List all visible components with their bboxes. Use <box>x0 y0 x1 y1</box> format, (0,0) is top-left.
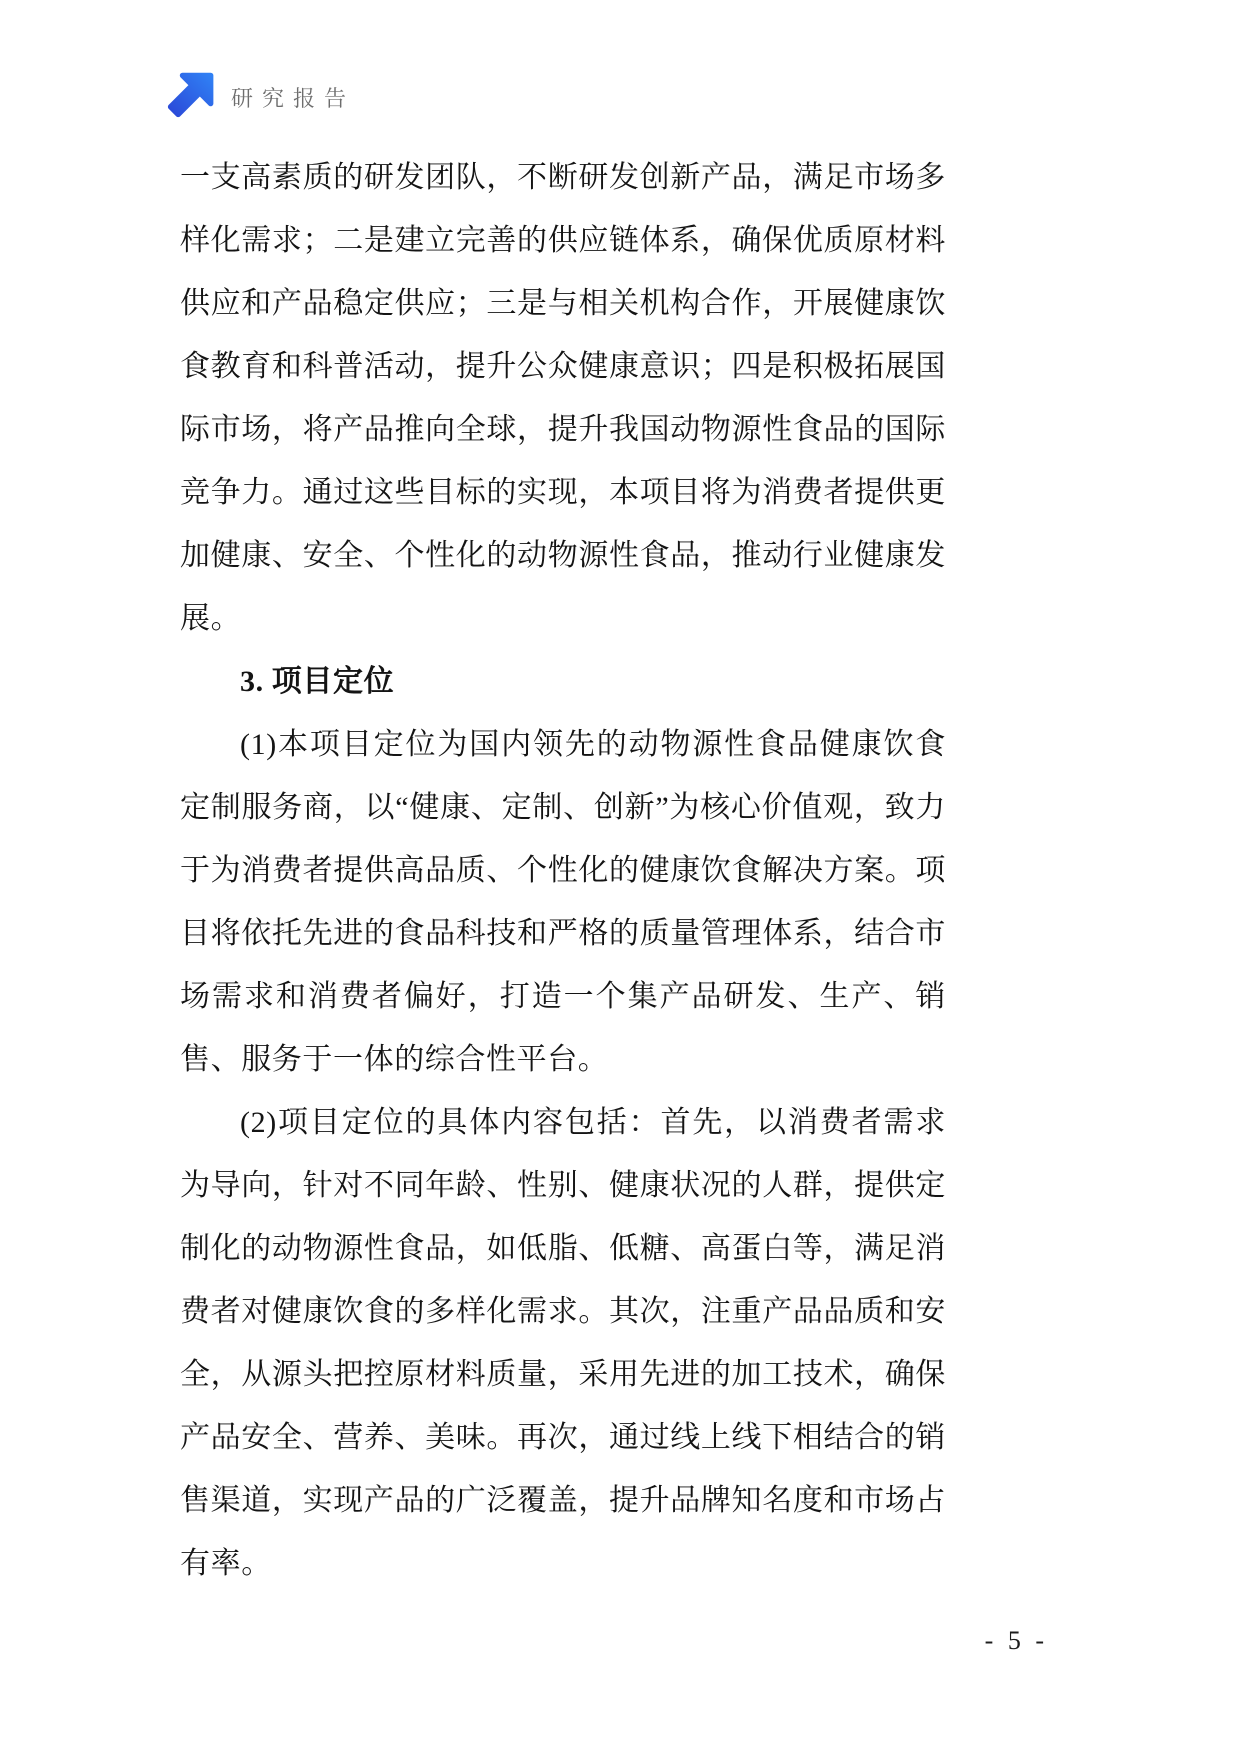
arrow-up-right-icon <box>163 70 215 122</box>
paragraph-continuation: 一支高素质的研发团队，不断研发创新产品，满足市场多样化需求；二是建立完善的供应链体系，确保优质原材料供应和产品稳定供应；三是与相关机构合作，开展健康饮食教育和科普活动，提升公众健康意识；四是积极拓展国际市场，将产品推向全球，提升我国动物源性食品的国际竞争力。通过这些目标的实现，本项目将为消费者提供更加健康、安全、个性化的动物源性食品，推动行业健康发展。 <box>180 161 946 635</box>
report-header-label: 研究报告 <box>231 86 356 111</box>
report-header <box>163 70 355 122</box>
paragraph-positioning-2: (2)项目定位的具体内容包括：首先，以消费者需求为导向，针对不同年龄、性别、健康状况的人群，提供定制化的动物源性食品，如低脂、低糖、高蛋白等，满足消费者对健康饮食的多样化需求。其次，注重产品品质和安全，从源头把控原材料质量，采用先进的加工技术，确保产品安全、营养、美味。再次，通过线上线下相结合的销售渠道，实现产品的广泛覆盖，提升品牌知名度和市场占有率。 <box>180 1106 946 1580</box>
document-body <box>180 146 946 1595</box>
page-number: - 5 - <box>984 1626 1048 1655</box>
section-heading-project-positioning: 3. 项目定位 <box>240 665 395 698</box>
paragraph-positioning-1: (1)本项目定位为国内领先的动物源性食品健康饮食定制服务商，以“健康、定制、创新”为核心价值观，致力于为消费者提供高品质、个性化的健康饮食解决方案。项目将依托先进的食品科技和严格的质量管理体系，结合市场需求和消费者偏好，打造一个集产品研发、生产、销售、服务于一体的综合性平台。 <box>180 728 946 1076</box>
